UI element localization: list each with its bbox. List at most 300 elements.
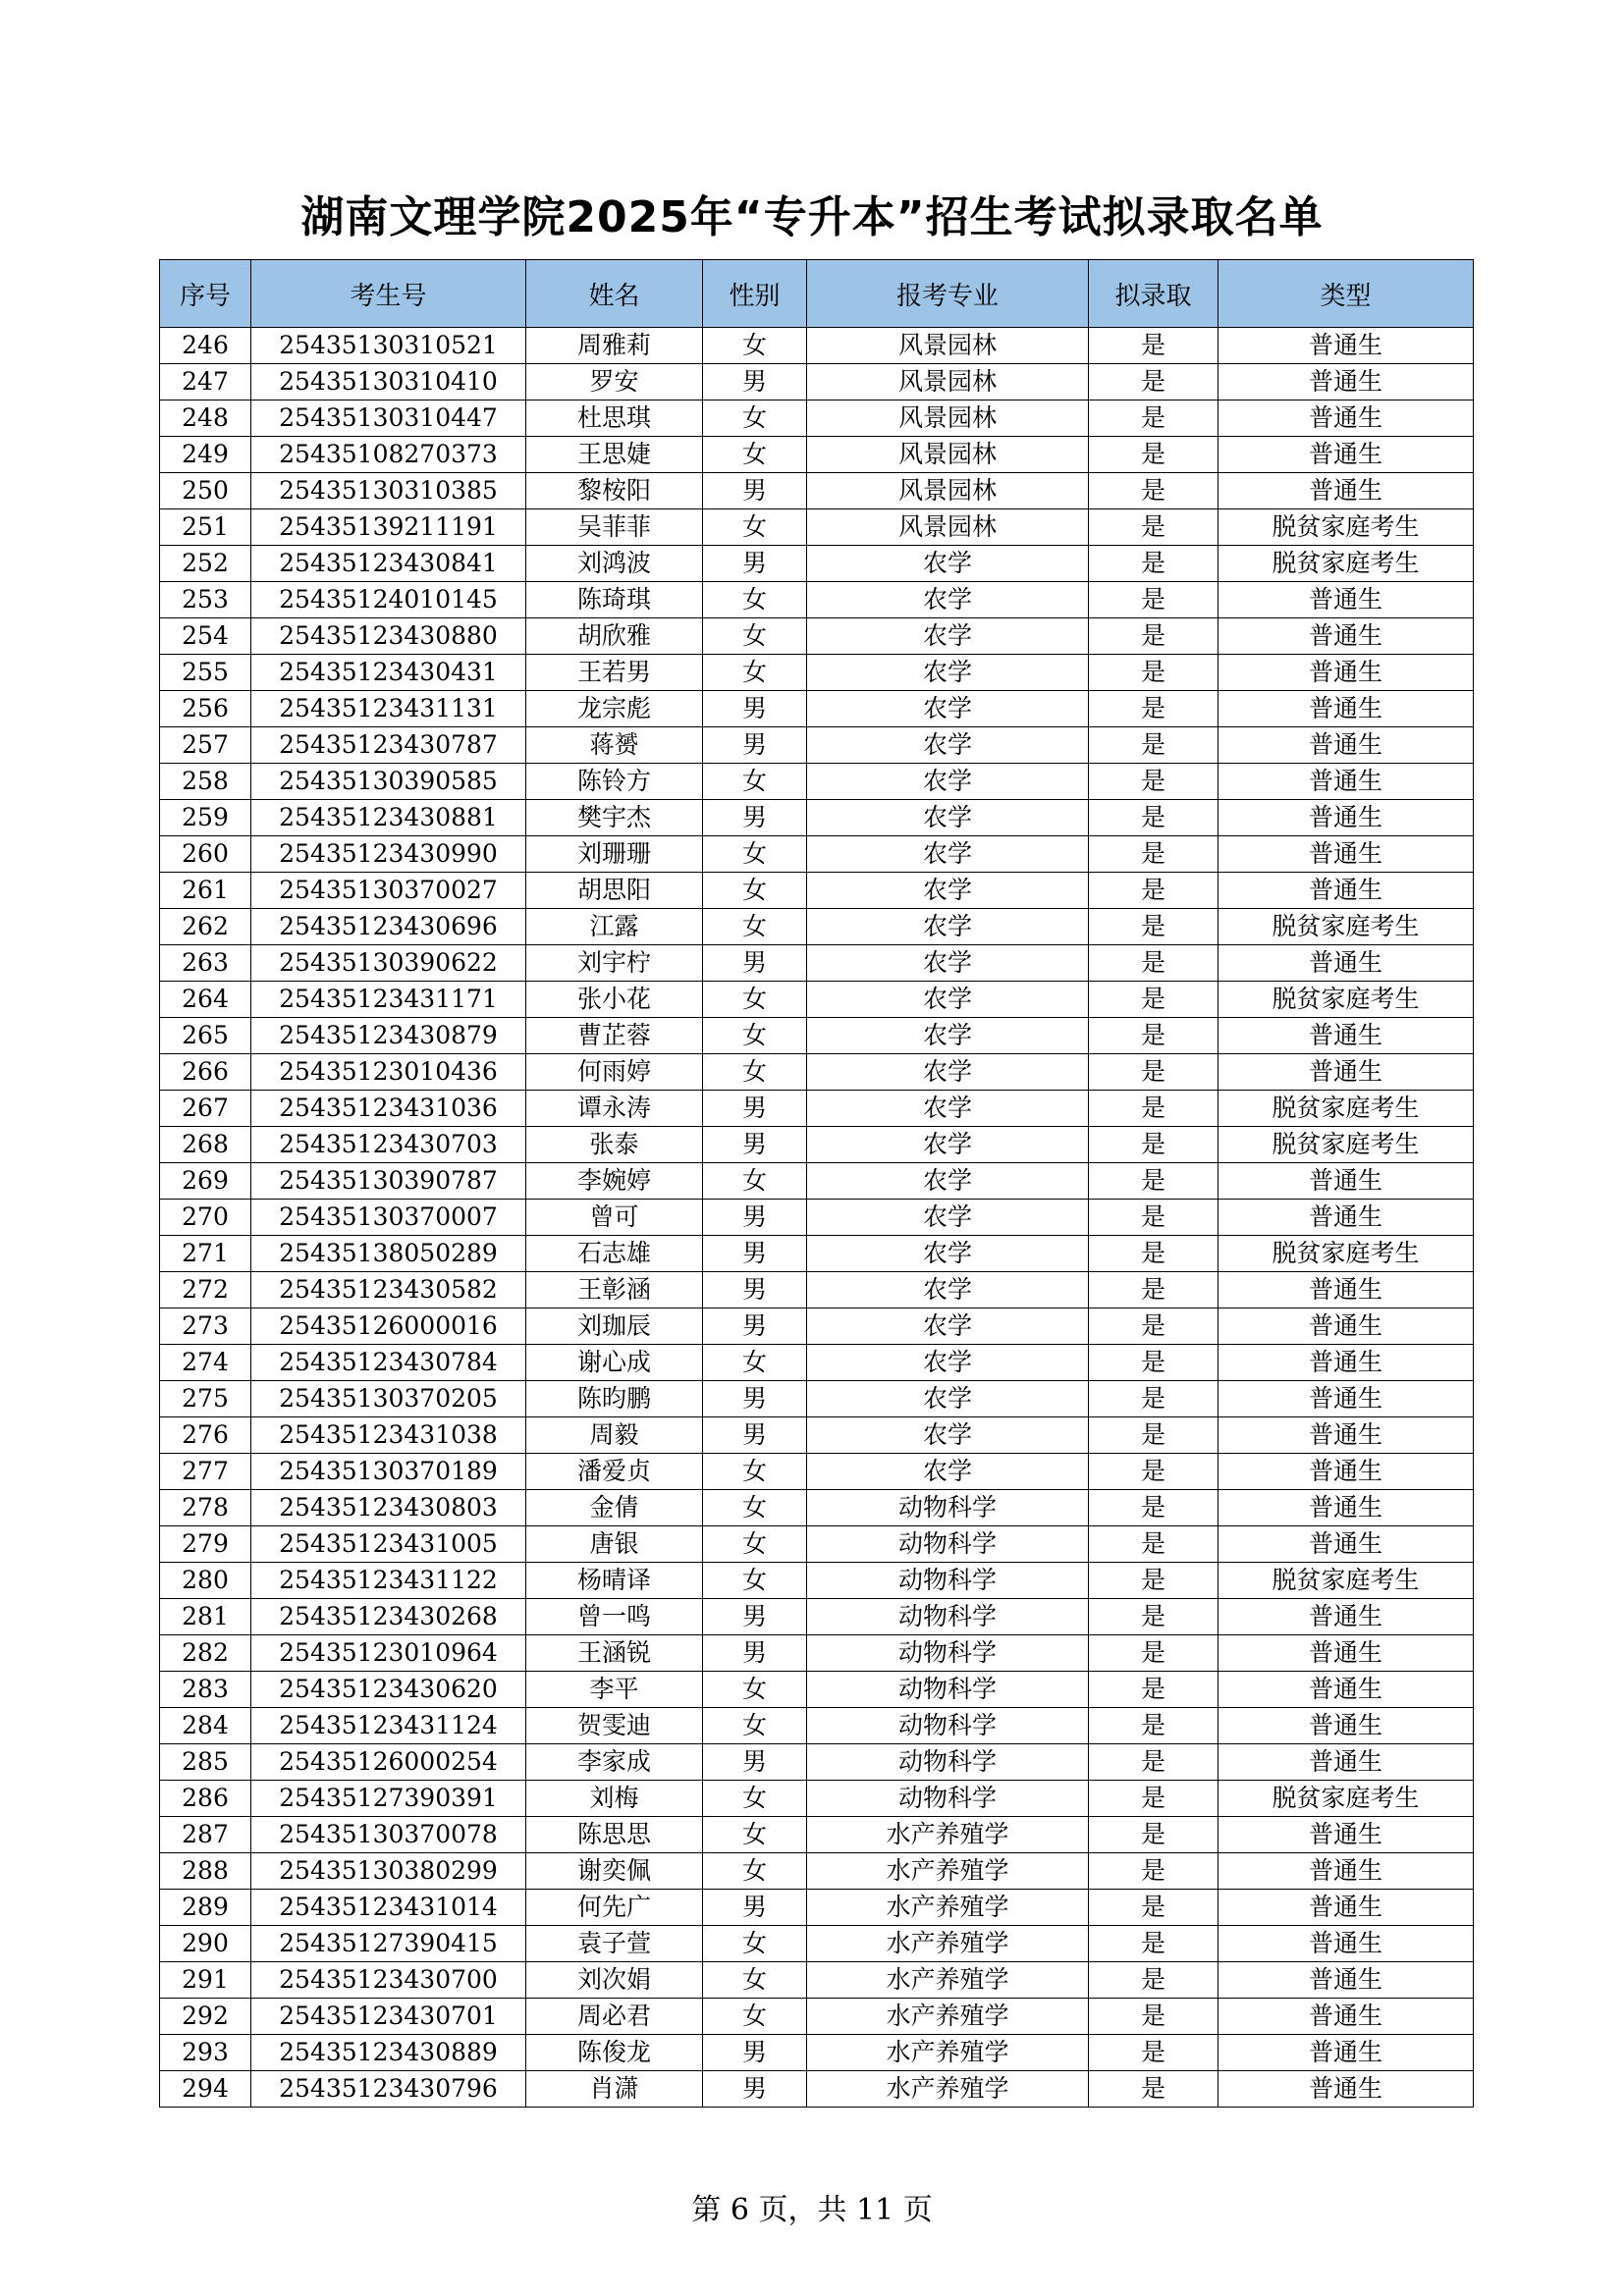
cell-admitted: 是 [1089,1127,1218,1163]
cell-category: 普通生 [1218,1308,1474,1345]
cell-gender: 男 [703,1417,807,1454]
cell-index: 249 [160,437,251,473]
cell-name: 谢奕佩 [526,1853,703,1890]
cell-major: 农学 [807,1200,1089,1236]
cell-gender: 男 [703,1308,807,1345]
admission-table [159,259,1474,2108]
table-row [160,1308,1474,1345]
cell-admitted: 是 [1089,1272,1218,1308]
cell-admitted: 是 [1089,1563,1218,1599]
cell-exam-id: 25435130370078 [251,1817,526,1853]
cell-admitted: 是 [1089,1490,1218,1526]
cell-gender: 女 [703,909,807,945]
cell-index: 258 [160,764,251,800]
cell-exam-id: 25435123431014 [251,1890,526,1926]
cell-category: 普通生 [1218,800,1474,836]
cell-category: 普通生 [1218,873,1474,909]
cell-admitted: 是 [1089,437,1218,473]
cell-category: 普通生 [1218,1490,1474,1526]
cell-category: 普通生 [1218,1890,1474,1926]
cell-exam-id: 25435123430701 [251,1999,526,2035]
cell-category: 脱贫家庭考生 [1218,1127,1474,1163]
cell-name: 潘爱贞 [526,1454,703,1490]
cell-major: 农学 [807,546,1089,582]
cell-gender: 男 [703,1599,807,1635]
cell-admitted: 是 [1089,1200,1218,1236]
cell-name: 周毅 [526,1417,703,1454]
cell-gender: 女 [703,1962,807,1999]
cell-major: 水产养殖学 [807,1853,1089,1890]
cell-major: 农学 [807,909,1089,945]
cell-name: 杨晴译 [526,1563,703,1599]
cell-major: 农学 [807,1163,1089,1200]
cell-index: 270 [160,1200,251,1236]
cell-name: 刘宇柠 [526,945,703,982]
cell-exam-id: 25435127390415 [251,1926,526,1962]
cell-exam-id: 25435130390585 [251,764,526,800]
cell-index: 269 [160,1163,251,1200]
cell-category: 普通生 [1218,1672,1474,1708]
cell-category: 普通生 [1218,473,1474,509]
cell-exam-id: 25435123431036 [251,1091,526,1127]
table-row [160,2071,1474,2108]
cell-category: 普通生 [1218,1853,1474,1890]
table-row [160,873,1474,909]
cell-category: 普通生 [1218,1526,1474,1563]
cell-gender: 男 [703,1200,807,1236]
cell-name: 胡欣雅 [526,618,703,655]
cell-exam-id: 25435139211191 [251,509,526,546]
col-header-exam-id: 考生号 [251,260,526,328]
cell-exam-id: 25435108270373 [251,437,526,473]
cell-exam-id: 25435123430700 [251,1962,526,1999]
cell-major: 农学 [807,1345,1089,1381]
cell-admitted: 是 [1089,400,1218,437]
cell-name: 何先广 [526,1890,703,1926]
table-row [160,1708,1474,1744]
cell-gender: 男 [703,364,807,400]
table-row [160,437,1474,473]
cell-name: 何雨婷 [526,1054,703,1091]
cell-major: 风景园林 [807,400,1089,437]
cell-admitted: 是 [1089,1926,1218,1962]
cell-name: 曹芷蓉 [526,1018,703,1054]
cell-gender: 女 [703,1563,807,1599]
cell-index: 285 [160,1744,251,1781]
cell-exam-id: 25435130310447 [251,400,526,437]
cell-index: 260 [160,836,251,873]
cell-category: 普通生 [1218,1381,1474,1417]
table-row [160,1672,1474,1708]
cell-index: 253 [160,582,251,618]
cell-index: 273 [160,1308,251,1345]
cell-gender: 女 [703,764,807,800]
cell-name: 陈思思 [526,1817,703,1853]
cell-gender: 女 [703,1454,807,1490]
cell-name: 周雅莉 [526,328,703,364]
table-row [160,982,1474,1018]
cell-index: 288 [160,1853,251,1890]
cell-index: 275 [160,1381,251,1417]
cell-gender: 女 [703,873,807,909]
cell-name: 刘次娟 [526,1962,703,1999]
table-row [160,1091,1474,1127]
cell-index: 261 [160,873,251,909]
table-row [160,473,1474,509]
cell-exam-id: 25435123430431 [251,655,526,691]
cell-index: 252 [160,546,251,582]
cell-exam-id: 25435138050289 [251,1236,526,1272]
table-row [160,1962,1474,1999]
cell-exam-id: 25435123430787 [251,727,526,764]
cell-index: 283 [160,1672,251,1708]
cell-gender: 女 [703,1708,807,1744]
cell-category: 普通生 [1218,1417,1474,1454]
cell-exam-id: 25435123430696 [251,909,526,945]
table-row [160,1381,1474,1417]
cell-major: 动物科学 [807,1744,1089,1781]
cell-gender: 女 [703,982,807,1018]
cell-index: 282 [160,1635,251,1672]
cell-exam-id: 25435123430582 [251,1272,526,1308]
cell-category: 普通生 [1218,1599,1474,1635]
table-row [160,655,1474,691]
cell-gender: 女 [703,1672,807,1708]
cell-exam-id: 25435130370027 [251,873,526,909]
cell-admitted: 是 [1089,1962,1218,1999]
cell-gender: 男 [703,1744,807,1781]
cell-admitted: 是 [1089,727,1218,764]
cell-exam-id: 25435130370189 [251,1454,526,1490]
table-row [160,836,1474,873]
cell-major: 农学 [807,655,1089,691]
cell-exam-id: 25435123430879 [251,1018,526,1054]
cell-category: 普通生 [1218,400,1474,437]
cell-category: 普通生 [1218,1708,1474,1744]
cell-index: 281 [160,1599,251,1635]
cell-major: 农学 [807,873,1089,909]
cell-name: 李平 [526,1672,703,1708]
cell-admitted: 是 [1089,1708,1218,1744]
cell-name: 周必君 [526,1999,703,2035]
cell-gender: 男 [703,727,807,764]
cell-admitted: 是 [1089,1381,1218,1417]
cell-index: 278 [160,1490,251,1526]
cell-gender: 女 [703,1054,807,1091]
cell-admitted: 是 [1089,473,1218,509]
cell-exam-id: 25435123430990 [251,836,526,873]
cell-gender: 男 [703,800,807,836]
cell-exam-id: 25435123430841 [251,546,526,582]
table-row [160,2035,1474,2071]
cell-exam-id: 25435126000016 [251,1308,526,1345]
cell-gender: 女 [703,1345,807,1381]
cell-category: 脱贫家庭考生 [1218,546,1474,582]
cell-exam-id: 25435127390391 [251,1781,526,1817]
cell-admitted: 是 [1089,328,1218,364]
table-row [160,1054,1474,1091]
cell-index: 284 [160,1708,251,1744]
cell-gender: 女 [703,1018,807,1054]
cell-major: 农学 [807,1272,1089,1308]
cell-major: 农学 [807,618,1089,655]
table-row [160,764,1474,800]
cell-name: 金倩 [526,1490,703,1526]
col-header-admitted: 拟录取 [1089,260,1218,328]
table-row [160,1817,1474,1853]
table-row [160,909,1474,945]
cell-admitted: 是 [1089,909,1218,945]
col-header-name: 姓名 [526,260,703,328]
cell-admitted: 是 [1089,1853,1218,1890]
table-row [160,1853,1474,1890]
cell-admitted: 是 [1089,873,1218,909]
table-row [160,1490,1474,1526]
cell-gender: 男 [703,2071,807,2108]
cell-admitted: 是 [1089,1672,1218,1708]
table-row [160,1272,1474,1308]
cell-exam-id: 25435130370007 [251,1200,526,1236]
cell-admitted: 是 [1089,618,1218,655]
cell-exam-id: 25435130370205 [251,1381,526,1417]
cell-category: 普通生 [1218,437,1474,473]
cell-major: 农学 [807,1454,1089,1490]
cell-admitted: 是 [1089,1781,1218,1817]
cell-major: 水产养殖学 [807,1890,1089,1926]
cell-category: 普通生 [1218,1744,1474,1781]
cell-major: 农学 [807,582,1089,618]
cell-name: 曾一鸣 [526,1599,703,1635]
cell-index: 274 [160,1345,251,1381]
table-row [160,727,1474,764]
cell-exam-id: 25435124010145 [251,582,526,618]
cell-category: 普通生 [1218,1272,1474,1308]
cell-admitted: 是 [1089,1308,1218,1345]
cell-index: 256 [160,691,251,727]
cell-name: 曾可 [526,1200,703,1236]
cell-category: 普通生 [1218,328,1474,364]
cell-index: 262 [160,909,251,945]
cell-major: 动物科学 [807,1708,1089,1744]
cell-major: 水产养殖学 [807,2035,1089,2071]
cell-major: 农学 [807,800,1089,836]
table-row [160,800,1474,836]
table-row [160,1018,1474,1054]
cell-exam-id: 25435123431124 [251,1708,526,1744]
cell-index: 289 [160,1890,251,1926]
cell-exam-id: 25435123010964 [251,1635,526,1672]
cell-gender: 女 [703,1163,807,1200]
cell-major: 农学 [807,1127,1089,1163]
cell-gender: 男 [703,945,807,982]
cell-major: 动物科学 [807,1599,1089,1635]
table-row [160,509,1474,546]
cell-index: 291 [160,1962,251,1999]
cell-category: 普通生 [1218,655,1474,691]
cell-gender: 女 [703,618,807,655]
cell-name: 刘珊珊 [526,836,703,873]
cell-name: 陈琦琪 [526,582,703,618]
cell-exam-id: 25435123430881 [251,800,526,836]
cell-exam-id: 25435130310410 [251,364,526,400]
cell-exam-id: 25435123431131 [251,691,526,727]
table-row [160,1127,1474,1163]
cell-name: 陈俊龙 [526,2035,703,2071]
cell-major: 水产养殖学 [807,1926,1089,1962]
cell-index: 271 [160,1236,251,1272]
cell-gender: 女 [703,836,807,873]
cell-index: 250 [160,473,251,509]
cell-major: 农学 [807,691,1089,727]
cell-major: 农学 [807,836,1089,873]
cell-major: 动物科学 [807,1563,1089,1599]
table-row [160,1163,1474,1200]
table-row [160,328,1474,364]
cell-index: 247 [160,364,251,400]
cell-gender: 男 [703,1890,807,1926]
cell-admitted: 是 [1089,1744,1218,1781]
cell-gender: 男 [703,2035,807,2071]
cell-category: 普通生 [1218,1999,1474,2035]
cell-category: 普通生 [1218,1454,1474,1490]
cell-major: 农学 [807,1018,1089,1054]
cell-name: 谢心成 [526,1345,703,1381]
cell-major: 风景园林 [807,473,1089,509]
cell-name: 李婉婷 [526,1163,703,1200]
cell-name: 王彰涵 [526,1272,703,1308]
cell-category: 普通生 [1218,764,1474,800]
cell-admitted: 是 [1089,1018,1218,1054]
cell-admitted: 是 [1089,655,1218,691]
table-row [160,1417,1474,1454]
cell-index: 266 [160,1054,251,1091]
col-header-index: 序号 [160,260,251,328]
cell-major: 农学 [807,1236,1089,1272]
cell-major: 风景园林 [807,509,1089,546]
cell-name: 袁子萱 [526,1926,703,1962]
cell-major: 农学 [807,1308,1089,1345]
cell-index: 277 [160,1454,251,1490]
cell-gender: 男 [703,1635,807,1672]
cell-exam-id: 25435123430620 [251,1672,526,1708]
cell-major: 动物科学 [807,1490,1089,1526]
cell-admitted: 是 [1089,691,1218,727]
cell-index: 264 [160,982,251,1018]
cell-gender: 女 [703,1853,807,1890]
cell-category: 普通生 [1218,1163,1474,1200]
cell-admitted: 是 [1089,800,1218,836]
cell-name: 刘鸿波 [526,546,703,582]
table-row [160,582,1474,618]
cell-index: 287 [160,1817,251,1853]
cell-name: 王若男 [526,655,703,691]
cell-major: 水产养殖学 [807,2071,1089,2108]
cell-category: 普通生 [1218,727,1474,764]
cell-exam-id: 25435130310385 [251,473,526,509]
table-row [160,1599,1474,1635]
cell-category: 普通生 [1218,2035,1474,2071]
cell-name: 蒋赟 [526,727,703,764]
table-header-row [160,260,1474,328]
cell-admitted: 是 [1089,582,1218,618]
cell-name: 王思婕 [526,437,703,473]
cell-admitted: 是 [1089,764,1218,800]
page-title: 湖南文理学院2025年“专升本”招生考试拟录取名单 [300,192,1324,242]
table-row [160,1926,1474,1962]
cell-major: 动物科学 [807,1781,1089,1817]
cell-exam-id: 25435123430784 [251,1345,526,1381]
cell-category: 脱贫家庭考生 [1218,1091,1474,1127]
cell-gender: 男 [703,546,807,582]
cell-exam-id: 25435123010436 [251,1054,526,1091]
cell-index: 276 [160,1417,251,1454]
table-row [160,1999,1474,2035]
cell-index: 254 [160,618,251,655]
cell-gender: 女 [703,1526,807,1563]
cell-name: 刘梅 [526,1781,703,1817]
cell-exam-id: 25435123431122 [251,1563,526,1599]
table-row [160,364,1474,400]
cell-admitted: 是 [1089,2035,1218,2071]
cell-admitted: 是 [1089,509,1218,546]
cell-major: 农学 [807,727,1089,764]
cell-major: 农学 [807,764,1089,800]
cell-gender: 女 [703,1781,807,1817]
cell-exam-id: 25435130390622 [251,945,526,982]
cell-index: 268 [160,1127,251,1163]
cell-gender: 女 [703,509,807,546]
table-row [160,945,1474,982]
cell-category: 普通生 [1218,1926,1474,1962]
cell-name: 石志雄 [526,1236,703,1272]
cell-name: 张小花 [526,982,703,1018]
cell-major: 农学 [807,1417,1089,1454]
cell-name: 贺雯迪 [526,1708,703,1744]
cell-category: 普通生 [1218,1018,1474,1054]
cell-admitted: 是 [1089,982,1218,1018]
cell-admitted: 是 [1089,1890,1218,1926]
cell-name: 龙宗彪 [526,691,703,727]
cell-category: 普通生 [1218,582,1474,618]
cell-name: 刘珈辰 [526,1308,703,1345]
table-row [160,691,1474,727]
page-footer: 第 6 页，共 11 页 [691,2193,933,2227]
table-row [160,1635,1474,1672]
cell-major: 农学 [807,1054,1089,1091]
cell-admitted: 是 [1089,2071,1218,2108]
table-row [160,1781,1474,1817]
cell-name: 陈铃方 [526,764,703,800]
cell-gender: 男 [703,1272,807,1308]
cell-category: 普通生 [1218,1962,1474,1999]
cell-exam-id: 25435130390787 [251,1163,526,1200]
table-row [160,1200,1474,1236]
cell-name: 黎桉阳 [526,473,703,509]
cell-major: 动物科学 [807,1526,1089,1563]
table-row [160,400,1474,437]
cell-admitted: 是 [1089,1417,1218,1454]
cell-admitted: 是 [1089,546,1218,582]
cell-exam-id: 25435123431038 [251,1417,526,1454]
cell-exam-id: 25435130380299 [251,1853,526,1890]
cell-index: 292 [160,1999,251,2035]
cell-admitted: 是 [1089,1163,1218,1200]
cell-index: 246 [160,328,251,364]
cell-index: 272 [160,1272,251,1308]
cell-name: 谭永涛 [526,1091,703,1127]
cell-major: 风景园林 [807,364,1089,400]
cell-exam-id: 25435123430703 [251,1127,526,1163]
